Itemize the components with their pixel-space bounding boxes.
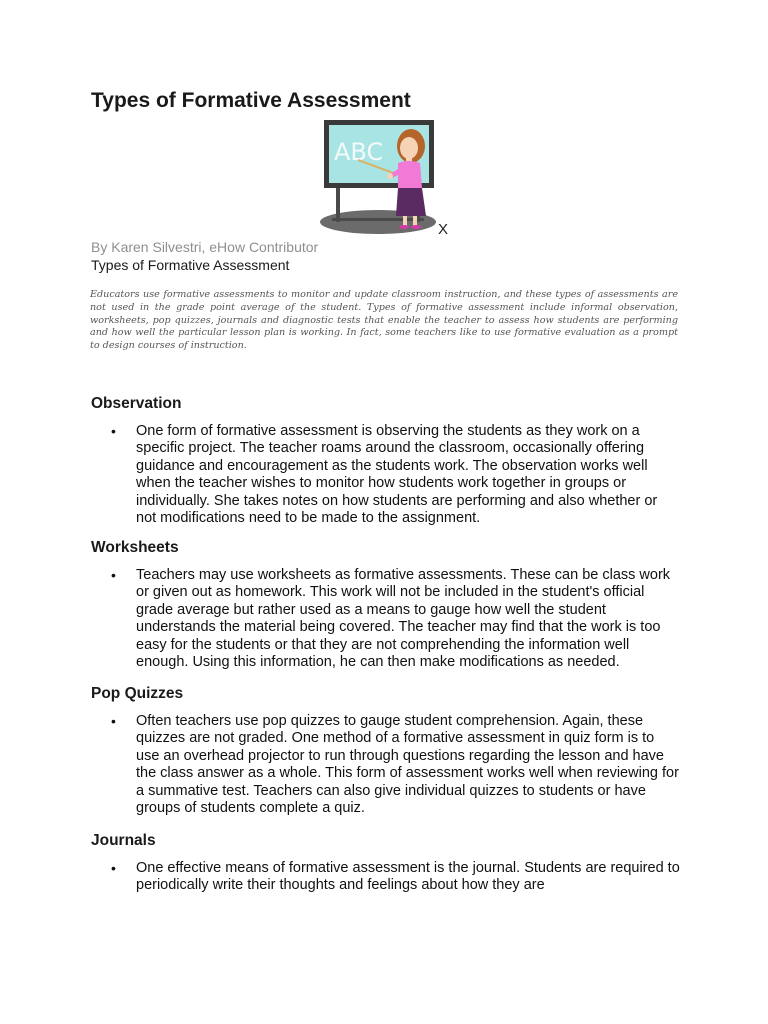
close-mark: X xyxy=(438,221,449,238)
easel-foot xyxy=(332,218,424,221)
teacher-skirt xyxy=(396,188,426,216)
section-journals xyxy=(91,832,691,895)
section-heading: Observation xyxy=(91,395,182,412)
teacher-shirt xyxy=(398,161,422,188)
teacher-hand xyxy=(387,173,393,179)
list-item xyxy=(91,860,691,895)
list-item xyxy=(91,567,691,671)
chalkboard-text: ABC xyxy=(334,138,384,166)
author-byline: By Karen Silvestri, eHow Contributor xyxy=(91,239,319,255)
teacher-shoe-right xyxy=(411,225,421,229)
intro-paragraph: Educators use formative assessments to monitor and update classroom instruction, and these types of assessments are not used in the grade point average of the student. Types of formative assessment include informal observation, worksheets, pop quizzes, journals and diagnostic tests that enable the teacher to assess how students are performing and how well the particular lesson plan is working. In fact, some teachers like to use formative evaluation as a prompt to design courses of instruction. xyxy=(90,289,678,352)
list-item-text: One effective means of formative assessment is the journal. Students are required to periodically write their thoughts and feelings about how they are xyxy=(136,860,680,894)
list-item-text: Teachers may use worksheets as formative assessments. These can be class work or given out as homework. This work will not be included in the student's official grade average but rather used as a means to gauge how well the student understands the material being covered. The teacher may find that the work is too easy for the students or that they are not comprehending the information well enough. Using this information, he can then make modifications as needed. xyxy=(136,567,671,671)
bullet-marker: • xyxy=(111,860,116,876)
list-item xyxy=(91,713,691,817)
teacher-at-chalkboard-illustration xyxy=(318,116,442,236)
bullet-list xyxy=(91,860,691,895)
teacher-leg-right xyxy=(413,216,417,226)
section-observation xyxy=(91,395,691,527)
bullet-marker: • xyxy=(111,567,116,583)
document-subtitle: Types of Formative Assessment xyxy=(91,257,290,273)
bullet-list xyxy=(91,567,691,671)
list-item-text: One form of formative assessment is observing the students as they work on a specific project. The teacher roams around the classroom, occasionally offering guidance and encouragement as the students work. The observation works well when the teacher wishes to monitor how students work together in groups or individually. She takes notes on how students are performing and also whether or not modifications need to be made to the assignment. xyxy=(136,423,658,527)
teacher-face xyxy=(400,137,418,159)
section-pop-quizzes xyxy=(91,685,691,817)
list-item xyxy=(91,423,691,527)
bullet-marker: • xyxy=(111,423,116,439)
teacher-shoe-left xyxy=(399,225,409,229)
document-title: Types of Formative Assessment xyxy=(91,89,411,112)
section-heading: Worksheets xyxy=(91,539,179,556)
section-worksheets xyxy=(91,539,691,671)
bullet-list xyxy=(91,423,691,527)
teacher-leg-left xyxy=(403,216,407,226)
section-heading: Pop Quizzes xyxy=(91,685,184,702)
section-heading: Journals xyxy=(91,832,156,849)
bullet-marker: • xyxy=(111,713,116,729)
bullet-list xyxy=(91,713,691,817)
list-item-text: Often teachers use pop quizzes to gauge student comprehension. Again, these quizzes are not graded. One method of a formative assessment in quiz form is to use an overhead projector to run through questions regarding the lesson and have the class answer as a whole. This form of assessment works well when reviewing for a summative test. Teachers can also give individual quizzes to students or have groups of students complete a quiz. xyxy=(136,713,679,817)
